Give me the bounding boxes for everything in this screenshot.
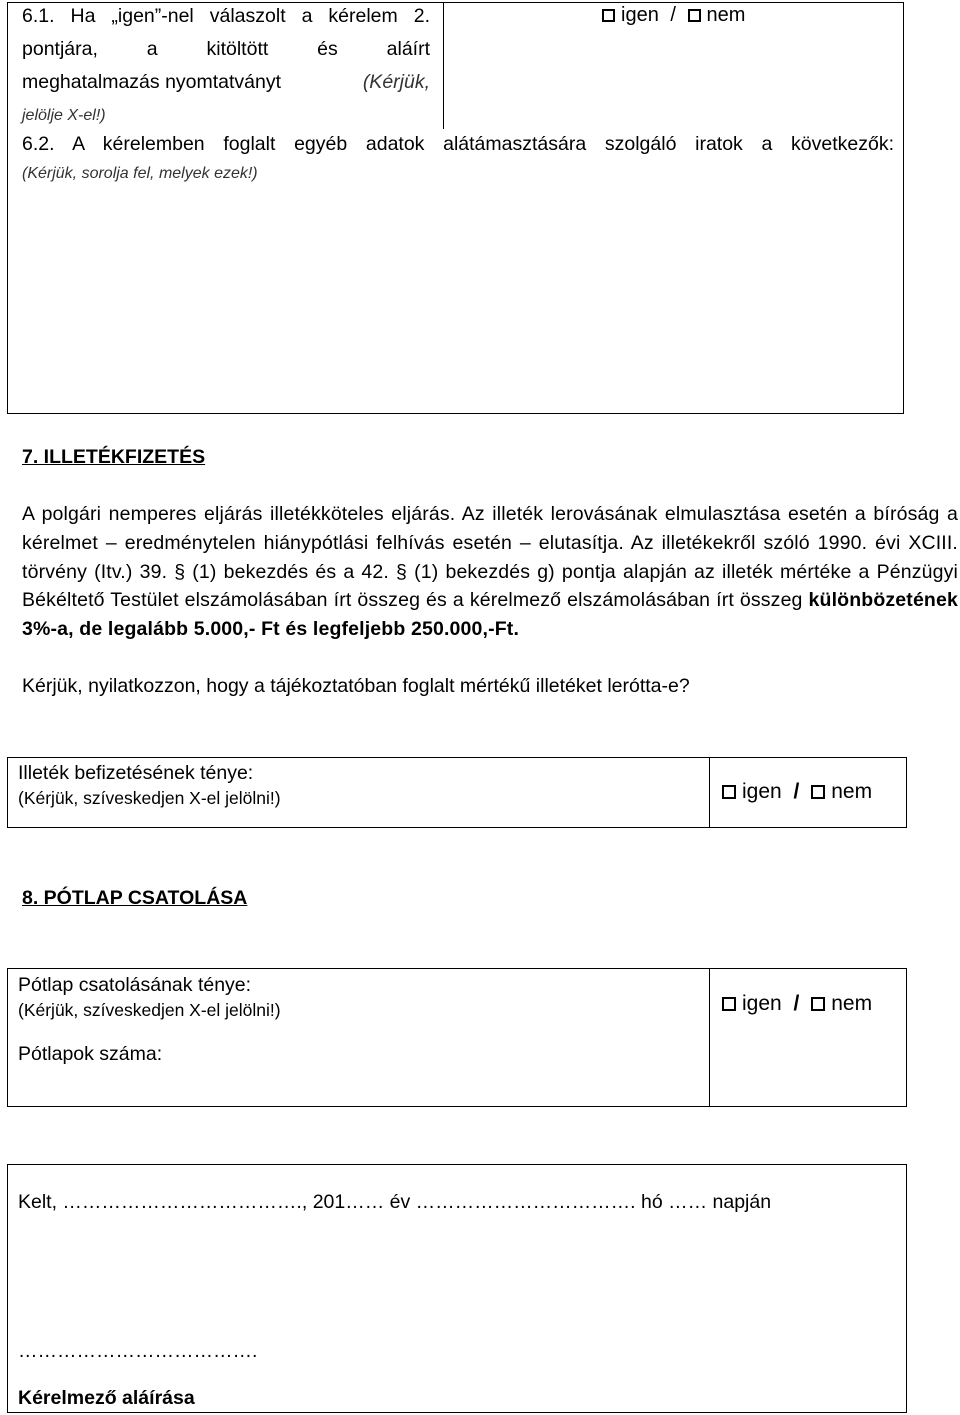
section-7-heading: 7. ILLETÉKFIZETÉS (22, 446, 206, 468)
no-checkbox[interactable] (688, 9, 701, 22)
attachment-options (722, 992, 872, 1016)
fee-no-checkbox[interactable] (811, 785, 825, 799)
date-line[interactable]: Kelt, ………………………………., 201…… év ……………………………. hó …… napján (18, 1191, 772, 1213)
attachment-label: Pótlap csatolásának ténye: (18, 974, 252, 996)
fee-hint: (Kérjük, szíveskedjen X-el jelölni!) (18, 788, 281, 808)
question-6-1-line-1: 6.1. Ha „igen”-nel válaszolt a kérelem 2. (22, 5, 430, 27)
attachment-separator: / (793, 992, 800, 1015)
signature-dots[interactable]: ………………………………. (18, 1340, 258, 1362)
fee-options (722, 780, 872, 804)
fee-yes-label: igen (742, 780, 782, 803)
attachment-yes-checkbox[interactable] (722, 997, 736, 1011)
separator: / (670, 4, 676, 26)
yes-checkbox[interactable] (602, 9, 615, 22)
fee-question: Kérjük, nyilatkozzon, hogy a tájékoztatóban foglalt mértékű illetéket lerótta-e? (22, 675, 690, 697)
fee-paragraph-bold: különbözetének 3%-a, de legalább 5.000,- Ft és legfeljebb 250.000,-Ft. (22, 589, 958, 641)
fee-box-divider (709, 757, 710, 828)
attachment-count-label: Pótlapok száma: (18, 1043, 163, 1065)
section-8-heading: 8. PÓTLAP CSATOLÁSA (22, 887, 248, 909)
documents-list-area[interactable] (20, 190, 890, 405)
question-6-1-line-2: pontjára, a kitöltött és aláírt (22, 38, 430, 60)
yes-label: igen (621, 4, 659, 26)
attachment-hint: (Kérjük, szíveskedjen X-el jelölni!) (18, 1000, 281, 1020)
no-label: nem (706, 4, 746, 26)
fee-separator: / (793, 780, 800, 803)
fee-label: Illeték befizetésének ténye: (18, 762, 254, 784)
question-6-1-hint-cont: jelölje X-el!) (22, 107, 106, 124)
fee-paragraph-text: A polgári nemperes eljárás illetékköteles eljárás. Az illeték lerovásának elmulasztása esetén a bíróság a kérelmet – eredménytelen hiánypótlási felhívás esetén – elutasítja. Az illetékekről szóló 1990. évi XCIII. törvény (Itv.) 39. § (1) bekezdés és a 42. § (1) bekezdés g) pontja alapján az illeték mértéke a Pénzügyi Békéltető Testület elszámolásában írt összeg és a kérelmező elszámolásában írt összeg (22, 503, 958, 612)
section-6-divider (443, 2, 444, 129)
attachment-count-field[interactable] (190, 1040, 690, 1090)
attachment-yes-label: igen (742, 992, 782, 1015)
fee-paragraph (22, 500, 958, 644)
question-6-1 (22, 0, 430, 99)
signature-label: Kérelmező aláírása (18, 1387, 195, 1409)
attachment-no-checkbox[interactable] (811, 997, 825, 1011)
question-6-1-options (602, 3, 745, 27)
question-6-1-line-3: meghatalmazás nyomtatványt (22, 71, 282, 93)
question-6-2: 6.2. A kérelemben foglalt egyéb adatok alátámasztására szolgáló iratok a következők: (22, 133, 894, 155)
fee-no-label: nem (831, 780, 873, 803)
fee-yes-checkbox[interactable] (722, 785, 736, 799)
attachment-no-label: nem (831, 992, 873, 1015)
question-6-2-hint: (Kérjük, sorolja fel, melyek ezek!) (22, 165, 258, 182)
question-6-1-hint: (Kérjük, (362, 71, 430, 93)
attachment-box-divider (709, 968, 710, 1107)
